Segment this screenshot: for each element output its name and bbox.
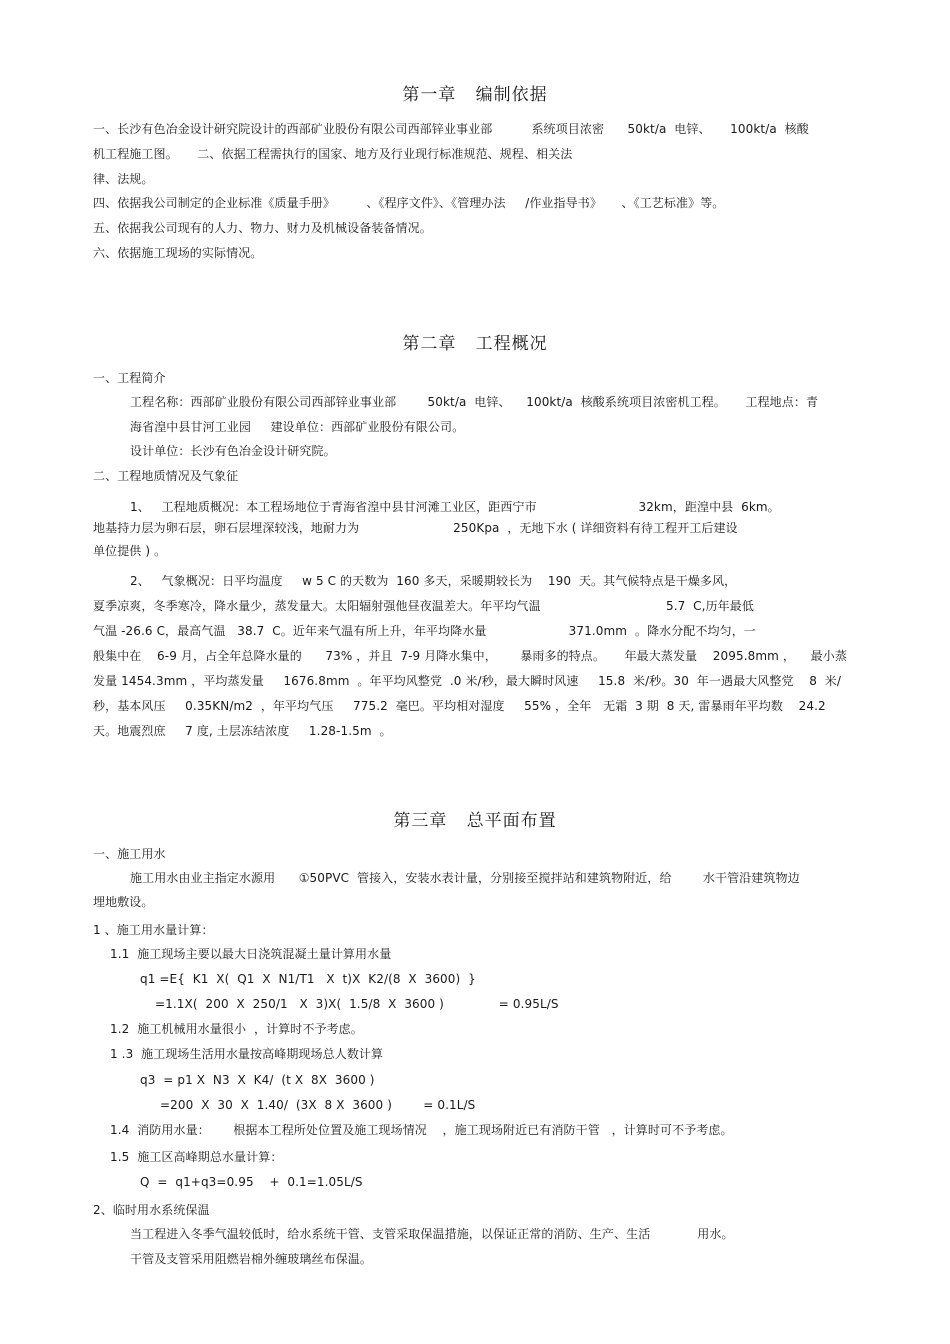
chapter1-line-2: 机工程施工图。 二、依据工程需执行的国家、地方及行业现行标准规范、规程、相关法: [93, 147, 573, 161]
calc-1-1: 1.1 施工现场主要以最大日浇筑混凝土量计算用水量: [110, 947, 392, 961]
climate-line-7: 天。地震烈庶 7 度, 土层冻结浓度 1.28-1.5m 。: [93, 724, 392, 738]
water-supply-line-2: 埋地敷设。: [93, 895, 154, 909]
project-location-line: 海省湟中县甘河工业园 建设单位：西部矿业股份有限公司。: [130, 420, 465, 434]
geology-line-3: 单位提供 ) 。: [93, 544, 167, 558]
water-calc-title: 1 、施工用水量计算：: [93, 923, 214, 937]
chapter3-title: 第三章 总平面布置: [393, 811, 557, 831]
climate-line-3: 气温 -26.6 C，最高气温 38.7 C。近年来气温有所上升，年平均降水量 371.0mm 。降水分配不均匀，一: [93, 624, 756, 638]
chapter1-line-5: 五、依据我公司现有的人力、物力、财力及机械设备装备情况。: [93, 221, 432, 235]
project-name-line: 工程名称：西部矿业股份有限公司西部锌业事业部 50kt/a 电锌、 100kt/a 核酸系统项目浓密机工程。 工程地点：青: [130, 395, 819, 409]
chapter1-title: 第一章 编制依据: [402, 85, 548, 105]
formula-q3: q3 = p1 X N3 X K4/ (t X 8X 3600 ): [140, 1073, 375, 1087]
chapter1-line-3: 律、法规。: [93, 172, 154, 186]
formula-total: Q = q1+q3=0.95 + 0.1=1.05L/S: [140, 1175, 363, 1189]
chapter3-section2-title: 2、临时用水系统保温: [93, 1203, 210, 1217]
insulation-line-2: 干管及支管采用阻燃岩棉外缠玻璃丝布保温。: [130, 1252, 373, 1266]
insulation-line-1: 当工程进入冬季气温较低时，给水系统干管、支管采取保温措施，以保证正常的消防、生产、生活 用水。: [130, 1227, 734, 1241]
geology-line-2: 地基持力层为卵石层，卵石层埋深较浅，地耐力为 250Kpa ，无地下水 ( 详细资料有待工程开工后建设: [93, 521, 738, 535]
chapter1-line-1: 一、长沙有色冶金设计研究院设计的西部矿业股份有限公司西部锌业事业部 系统项目浓密 50kt/a 电锌、 100kt/a 核酸: [93, 122, 809, 136]
geology-line-1: 1、 工程地质概况：本工程场地位于青海省湟中县甘河滩工业区，距西宁市 32km，距湟中县 6km。: [130, 500, 780, 514]
chapter2-section1-title: 一、工程简介: [93, 371, 166, 385]
chapter2-section2-title: 二、工程地质情况及气象征: [93, 469, 239, 483]
calc-1-3: 1 .3 施工现场生活用水量按高峰期现场总人数计算: [110, 1047, 384, 1061]
climate-line-4: 般集中在 6-9 月，占全年总降水量的 73% ，并且 7-9 月降水集中， 暴雨多的特点。 年最大蒸发量 2095.8mm ， 最小蒸: [93, 649, 847, 663]
formula-q1-result: =1.1X( 200 X 250/1 X 3)X( 1.5/8 X 3600 ) = 0.95L/S: [155, 997, 559, 1011]
climate-line-2: 夏季凉爽，冬季寒冷，降水量少，蒸发量大。太阳辐射强他昼夜温差大。年平均气温 5.7 C,历年最低: [93, 599, 754, 613]
formula-q1: q1 =E{ K1 X( Q1 X N1/T1 X t)X K2/(8 X 3600) }: [140, 972, 476, 986]
chapter1-line-4: 四、依据我公司制定的企业标准《质量手册》 、《程序文件》、《管理办法 /作业指导书》 、《工艺标准》等。: [93, 196, 725, 210]
chapter3-section1-title: 一、施工用水: [93, 847, 166, 861]
calc-1-4: 1.4 消防用水量： 根据本工程所处位置及施工现场情况 ，施工现场附近已有消防干管 ，计算时可不予考虑。: [110, 1123, 733, 1137]
design-unit-line: 设计单位：长沙有色冶金设计研究院。: [130, 444, 336, 458]
chapter2-title: 第二章 工程概况: [402, 334, 548, 354]
calc-1-5: 1.5 施工区高峰期总水量计算：: [110, 1150, 283, 1164]
calc-1-2: 1.2 施工机械用水量很小 ，计算时不予考虑。: [110, 1022, 363, 1036]
climate-line-1: 2、 气象概况：日平均温度 w 5 C 的天数为 160 多天，采暖期较长为 190 天。其气候特点是干燥多风，: [130, 574, 737, 588]
climate-line-6: 秒，基本风压 0.35KN/m2 ，年平均气压 775.2 毫巴。平均相对湿度 55% ，全年 无霜 3 期 8 天, 雷暴雨年平均数 24.2: [93, 699, 826, 713]
water-supply-line-1: 施工用水由业主指定水源用 ①50PVC 管接入，安装水表计量，分别接至搅拌站和建筑物附近，给 水干管沿建筑物边: [130, 871, 800, 885]
climate-line-5: 发量 1454.3mm ，平均蒸发量 1676.8mm 。年平均风整党 .0 米/秒，最大瞬时风速 15.8 米/秒。30 年一遇最大风整党 8 米/: [93, 674, 842, 688]
formula-q3-result: =200 X 30 X 1.40/ (3X 8 X 3600 ) = 0.1L/S: [160, 1098, 476, 1112]
chapter1-line-6: 六、依据施工现场的实际情况。: [93, 246, 263, 260]
